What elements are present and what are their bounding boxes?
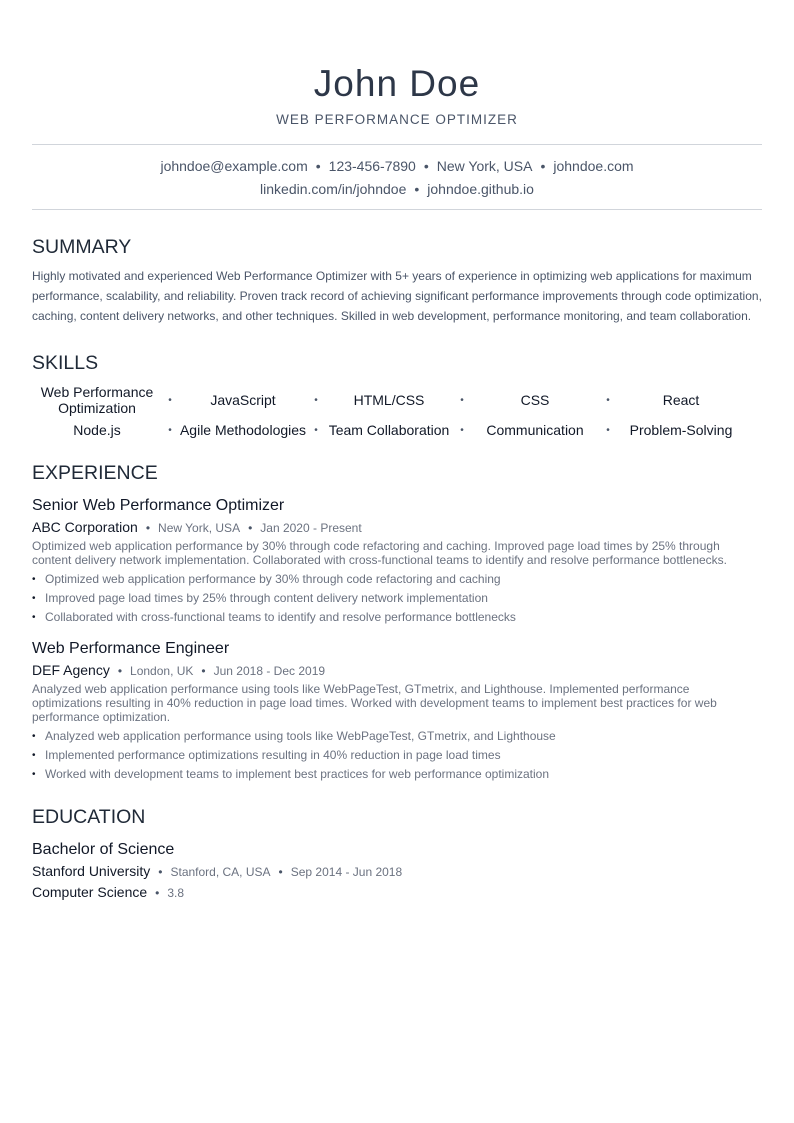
meta-separator: •	[155, 886, 160, 900]
job-location: New York, USA	[158, 521, 241, 535]
contact-email[interactable]: johndoe@example.com	[160, 158, 308, 174]
skill-item: Team Collaboration	[328, 422, 450, 438]
job-bullets	[32, 570, 762, 627]
contact-separator: •	[315, 158, 321, 174]
job-description: Optimized web application performance by 30% through code refactoring and caching. Improved page load times by 25% through content delivery network implementation. Collaborated with cross-functional teams to identify and resolve performance bottlenecks.	[32, 539, 728, 567]
job-bullet	[32, 570, 762, 589]
skill-item: Agile Methodologies	[179, 422, 307, 438]
skill-separator: •	[606, 394, 610, 406]
education-entry	[32, 840, 762, 902]
header-divider-bottom	[32, 209, 762, 210]
bullet-marker: •	[32, 574, 36, 585]
skill-item: Problem-Solving	[629, 422, 733, 438]
bullet-text: Analyzed web application performance using tools like WebPageTest, GTmetrix, and Lighthouse	[45, 729, 556, 743]
skill-item: React	[662, 392, 700, 408]
education-field-row	[32, 883, 762, 902]
experience-entry	[32, 496, 762, 627]
skill-separator: •	[606, 424, 610, 436]
job-meta	[32, 661, 762, 680]
bullet-marker: •	[32, 593, 36, 604]
summary-heading: SUMMARY	[32, 236, 132, 258]
skill-item: Web Performance Optimization	[40, 384, 154, 416]
skill-item: JavaScript	[210, 392, 276, 408]
bullet-text: Worked with development teams to implement best practices for web performance optimization	[45, 767, 550, 781]
contact-location: New York, USA	[436, 158, 533, 174]
school-location: Stanford, CA, USA	[170, 865, 271, 879]
contact-line-2	[32, 178, 762, 201]
job-company: ABC Corporation	[32, 519, 138, 535]
contact-website[interactable]: johndoe.com	[553, 158, 634, 174]
job-bullet	[32, 727, 762, 746]
education-heading: EDUCATION	[32, 806, 146, 828]
job-company: DEF Agency	[32, 662, 110, 678]
bullet-text: Optimized web application performance by 30% through code refactoring and caching	[45, 572, 501, 586]
bullet-marker: •	[32, 731, 36, 742]
education-meta	[32, 862, 762, 881]
bullet-text: Improved page load times by 25% through content delivery network implementation	[45, 591, 488, 605]
job-bullet	[32, 765, 762, 784]
field-of-study: Computer Science	[32, 884, 148, 900]
contact-separator: •	[540, 158, 546, 174]
bullet-text: Collaborated with cross-functional teams to identify and resolve performance bottlenecks	[45, 610, 516, 624]
skill-separator: •	[460, 394, 464, 406]
meta-separator: •	[278, 865, 283, 879]
skill-separator: •	[460, 424, 464, 436]
experience-heading: EXPERIENCE	[32, 462, 158, 484]
job-bullet	[32, 608, 762, 627]
contact-line-1	[32, 155, 762, 178]
skill-separator: •	[168, 424, 172, 436]
degree-title: Bachelor of Science	[32, 841, 175, 858]
job-meta	[32, 518, 762, 537]
skill-item: CSS	[520, 392, 550, 408]
candidate-title: WEB PERFORMANCE OPTIMIZER	[276, 112, 518, 127]
meta-separator: •	[117, 664, 123, 678]
meta-separator: •	[158, 865, 163, 879]
meta-separator: •	[248, 521, 253, 535]
job-dates: Jun 2018 - Dec 2019	[213, 664, 326, 678]
skill-item: HTML/CSS	[353, 392, 425, 408]
contact-block	[32, 145, 762, 209]
job-dates: Jan 2020 - Present	[260, 521, 362, 535]
contact-separator: •	[423, 158, 429, 174]
contact-github[interactable]: johndoe.github.io	[427, 181, 534, 197]
education-dates: Sep 2014 - Jun 2018	[290, 865, 403, 879]
skill-item: Communication	[486, 422, 584, 438]
skill-separator: •	[314, 394, 318, 406]
job-bullet	[32, 746, 762, 765]
bullet-marker: •	[32, 612, 36, 623]
summary-text: Highly motivated and experienced Web Performance Optimizer with 5+ years of experience in optimizing web applications for maximum performance, scalability, and reliability. Proven track record of achieving significant performance improvements through code optimization, caching, content delivery networks, and other techniques. Skilled in web development, performance monitoring, and team collaboration.	[32, 269, 762, 323]
job-bullets	[32, 727, 762, 784]
job-location: London, UK	[130, 664, 194, 678]
bullet-text: Implemented performance optimizations resulting in 40% reduction in page load times	[45, 748, 501, 762]
contact-phone[interactable]: 123-456-7890	[328, 158, 416, 174]
experience-entry	[32, 639, 762, 784]
school-name: Stanford University	[32, 863, 151, 879]
skill-separator: •	[168, 394, 172, 406]
meta-separator: •	[145, 521, 151, 535]
bullet-marker: •	[32, 750, 36, 761]
contact-separator: •	[414, 181, 420, 197]
job-bullet	[32, 589, 762, 608]
skills-heading: SKILLS	[32, 352, 99, 374]
job-description: Analyzed web application performance using tools like WebPageTest, GTmetrix, and Lighthouse. Implemented performance optimizations resulting in 40% reduction in page load times. Worked with development teams to implement best practices for web performance optimization.	[32, 682, 717, 724]
skill-item: Node.js	[73, 422, 121, 438]
skills-grid	[32, 384, 762, 440]
gpa: 3.8	[167, 886, 185, 900]
meta-separator: •	[201, 664, 206, 678]
job-title: Senior Web Performance Optimizer	[32, 497, 285, 514]
job-title: Web Performance Engineer	[32, 640, 230, 657]
bullet-marker: •	[32, 769, 36, 780]
contact-linkedin[interactable]: linkedin.com/in/johndoe	[260, 181, 407, 197]
candidate-name: John Doe	[313, 63, 481, 104]
skill-separator: •	[314, 424, 318, 436]
